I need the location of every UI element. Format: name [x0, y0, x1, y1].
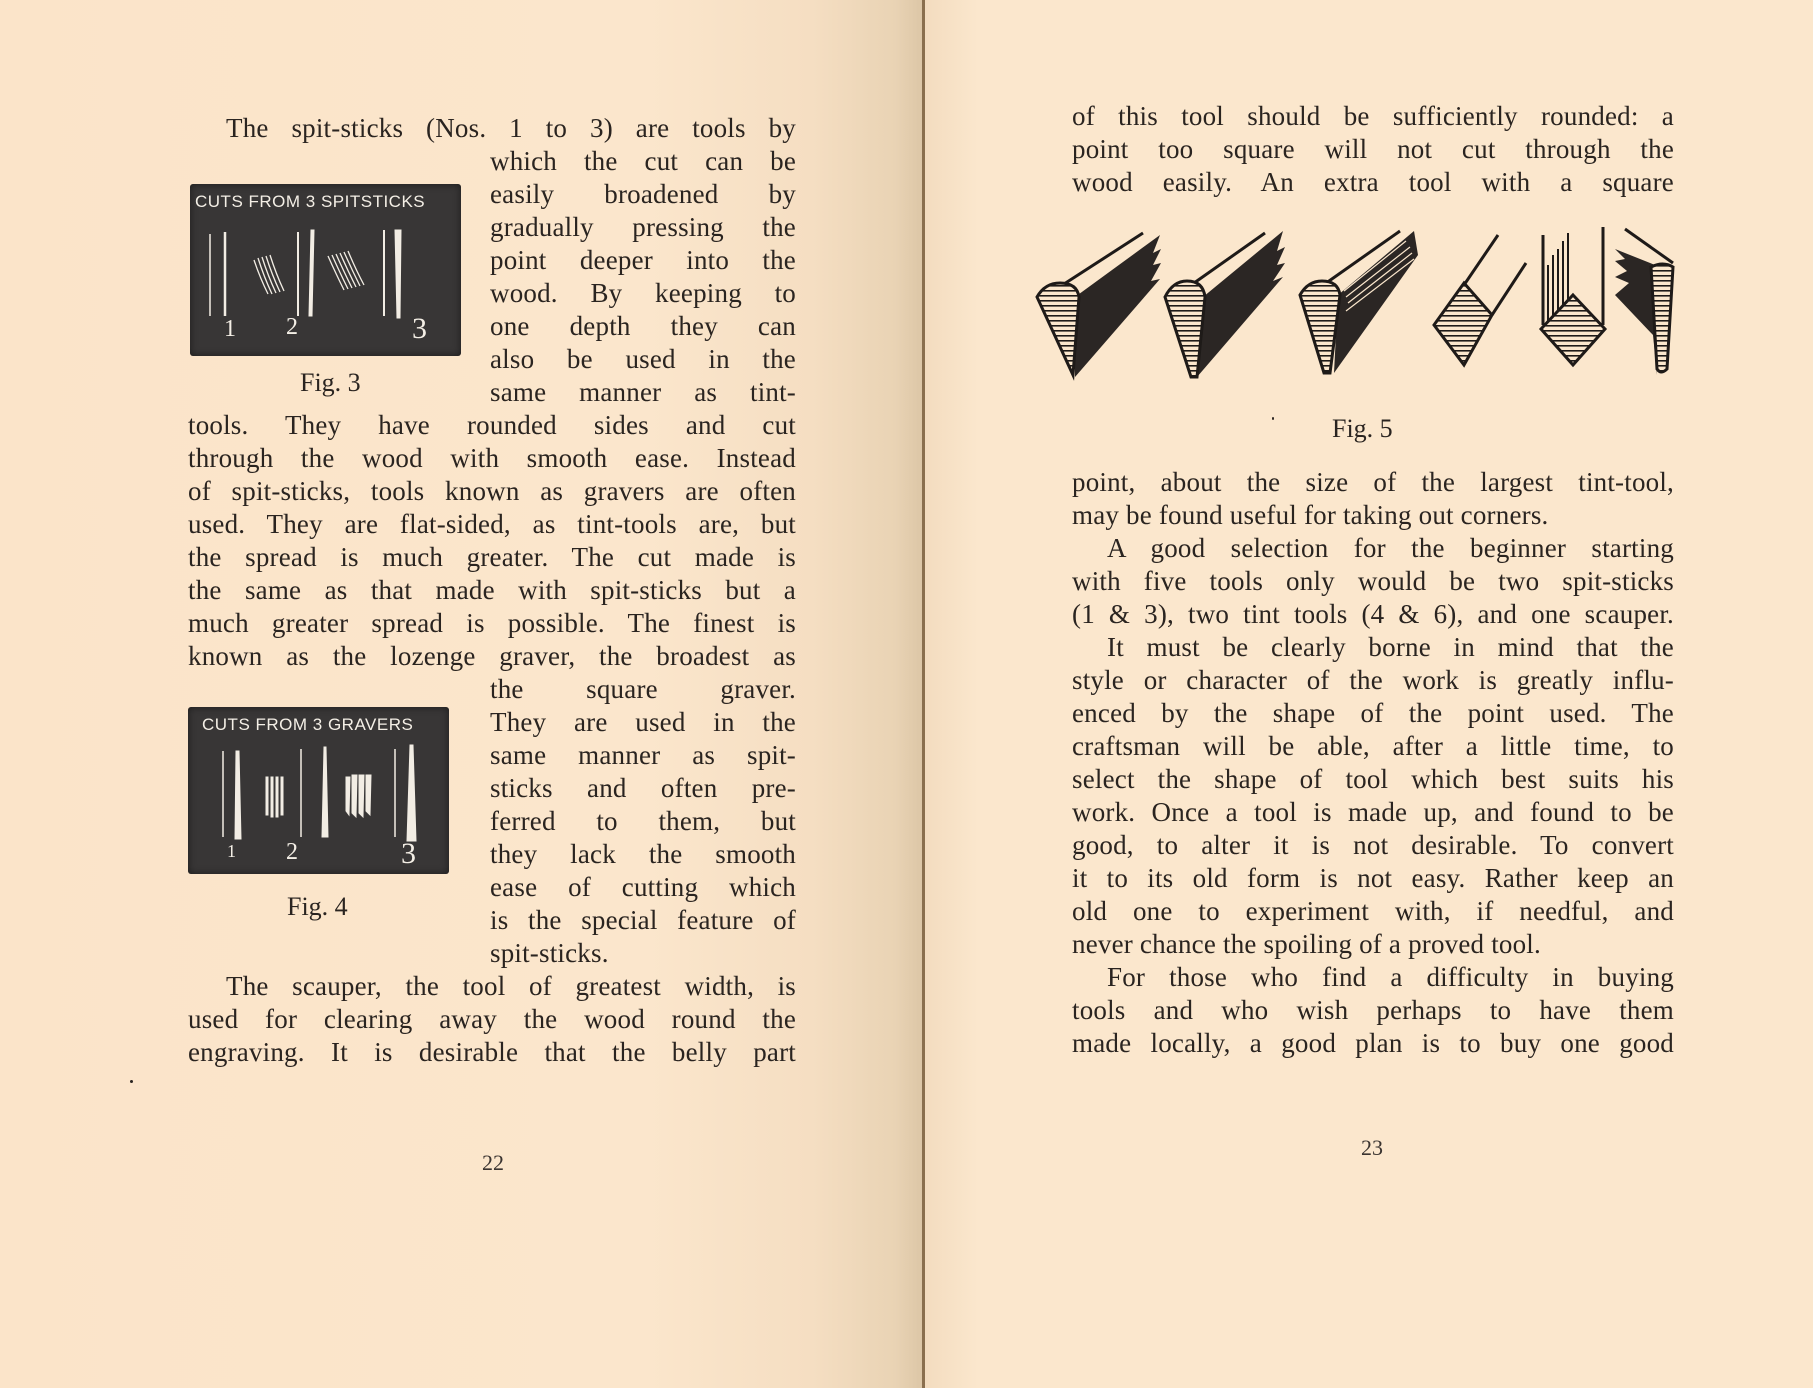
text-line: same manner as spit-: [490, 740, 796, 770]
text-line: is the special feature of: [490, 905, 796, 935]
text-line: The scauper, the tool of greatest width, is: [226, 971, 796, 1001]
text-line: never chance the spoiling of a proved tool.: [1072, 929, 1541, 959]
tool-point-3: [1300, 231, 1418, 373]
text-line: They are used in the: [490, 707, 796, 737]
tool-point-6: [1615, 229, 1673, 375]
text-line: good, to alter it is not desirable. To convert: [1072, 830, 1674, 860]
text-line: they lack the smooth: [490, 839, 796, 869]
figure-4-number-2: 2: [286, 839, 298, 865]
figure-4-title: CUTS FROM 3 GRAVERS: [202, 715, 414, 734]
text-line: A good selection for the beginner starting: [1107, 533, 1674, 563]
text-line: wood easily. An extra tool with a square: [1072, 167, 1674, 197]
paper-speck: [130, 1080, 133, 1083]
text-line: also be used in the: [490, 344, 796, 374]
text-line: select the shape of tool which best suits his: [1072, 764, 1674, 794]
text-line: the square graver.: [490, 674, 796, 704]
text-line: tools and who wish perhaps to have them: [1072, 995, 1674, 1025]
figure-5-tool-points: [1025, 225, 1685, 385]
tool-point-1: [1037, 233, 1161, 377]
text-line: the spread is much greater. The cut made is: [188, 542, 796, 572]
text-line: For those who find a difficulty in buying: [1107, 962, 1674, 992]
figure-4-number-1: 1: [227, 841, 236, 861]
text-line: spit-sticks.: [490, 938, 609, 968]
text-line: it to its old form is not easy. Rather keep an: [1072, 863, 1674, 893]
text-line: craftsman will be able, after a little time, to: [1072, 731, 1674, 761]
figure-3-number-1: 1: [224, 316, 236, 342]
text-line: enced by the shape of the point used. The: [1072, 698, 1674, 728]
text-line: the same as that made with spit-sticks but a: [188, 575, 796, 605]
text-line: easily broadened by: [490, 179, 796, 209]
tool-point-4: [1434, 235, 1526, 365]
text-line: of this tool should be sufficiently rounded: a: [1072, 101, 1674, 131]
text-line: wood. By keeping to: [490, 278, 796, 308]
text-line: used. They are flat-sided, as tint-tools are, but: [188, 509, 796, 539]
text-line: It must be clearly borne in mind that the: [1107, 632, 1674, 662]
page-number-left: 22: [482, 1150, 504, 1175]
text-line: point too square will not cut through the: [1072, 134, 1674, 164]
text-line: tools. They have rounded sides and cut: [188, 410, 796, 440]
figure-3-caption: Fig. 3: [300, 368, 361, 397]
text-line: known as the lozenge graver, the broadest as: [188, 641, 796, 671]
text-line: much greater spread is possible. The finest is: [188, 608, 796, 638]
text-line: may be found useful for taking out corners.: [1072, 500, 1549, 530]
text-line: same manner as tint-: [490, 377, 796, 407]
text-line: point deeper into the: [490, 245, 796, 275]
text-line: old one to experiment with, if needful, and: [1072, 896, 1674, 926]
paper-speck: [1272, 417, 1274, 420]
figure-4-caption: Fig. 4: [287, 892, 348, 921]
figure-3-title: CUTS FROM 3 SPITSTICKS: [195, 192, 426, 211]
text-line: sticks and often pre-: [490, 773, 796, 803]
text-line: (1 & 3), two tint tools (4 & 6), and one scauper.: [1072, 599, 1674, 629]
text-line: made locally, a good plan is to buy one good: [1072, 1028, 1674, 1058]
text-line: of spit-sticks, tools known as gravers are often: [188, 476, 796, 506]
text-line: gradually pressing the: [490, 212, 796, 242]
text-line: through the wood with smooth ease. Instead: [188, 443, 796, 473]
figure-4-number-3: 3: [401, 837, 416, 870]
figure-3-block: [190, 184, 461, 356]
text-line: engraving. It is desirable that the belly part: [188, 1037, 796, 1067]
page-number-right: 23: [1361, 1135, 1383, 1160]
text-line: The spit-sticks (Nos. 1 to 3) are tools by: [226, 113, 796, 143]
figure-4-block: [188, 707, 449, 874]
text-line: with five tools only would be two spit-sticks: [1072, 566, 1674, 596]
figure-5-caption: Fig. 5: [1332, 414, 1393, 443]
text-line: point, about the size of the largest tint-tool,: [1072, 467, 1674, 497]
figure-3-number-3: 3: [412, 312, 427, 345]
text-line: which the cut can be: [490, 146, 796, 176]
text-line: work. Once a tool is made up, and found to be: [1072, 797, 1674, 827]
tool-point-5: [1541, 227, 1605, 365]
text-line: ease of cutting which: [490, 872, 796, 902]
text-line: ferred to them, but: [490, 806, 796, 836]
text-line: style or character of the work is greatly influ-: [1072, 665, 1674, 695]
text-line: used for clearing away the wood round the: [188, 1004, 796, 1034]
text-line: one depth they can: [490, 311, 796, 341]
figure-3-number-2: 2: [286, 314, 298, 340]
book-gutter: [922, 0, 925, 1388]
tool-point-2: [1165, 231, 1285, 377]
